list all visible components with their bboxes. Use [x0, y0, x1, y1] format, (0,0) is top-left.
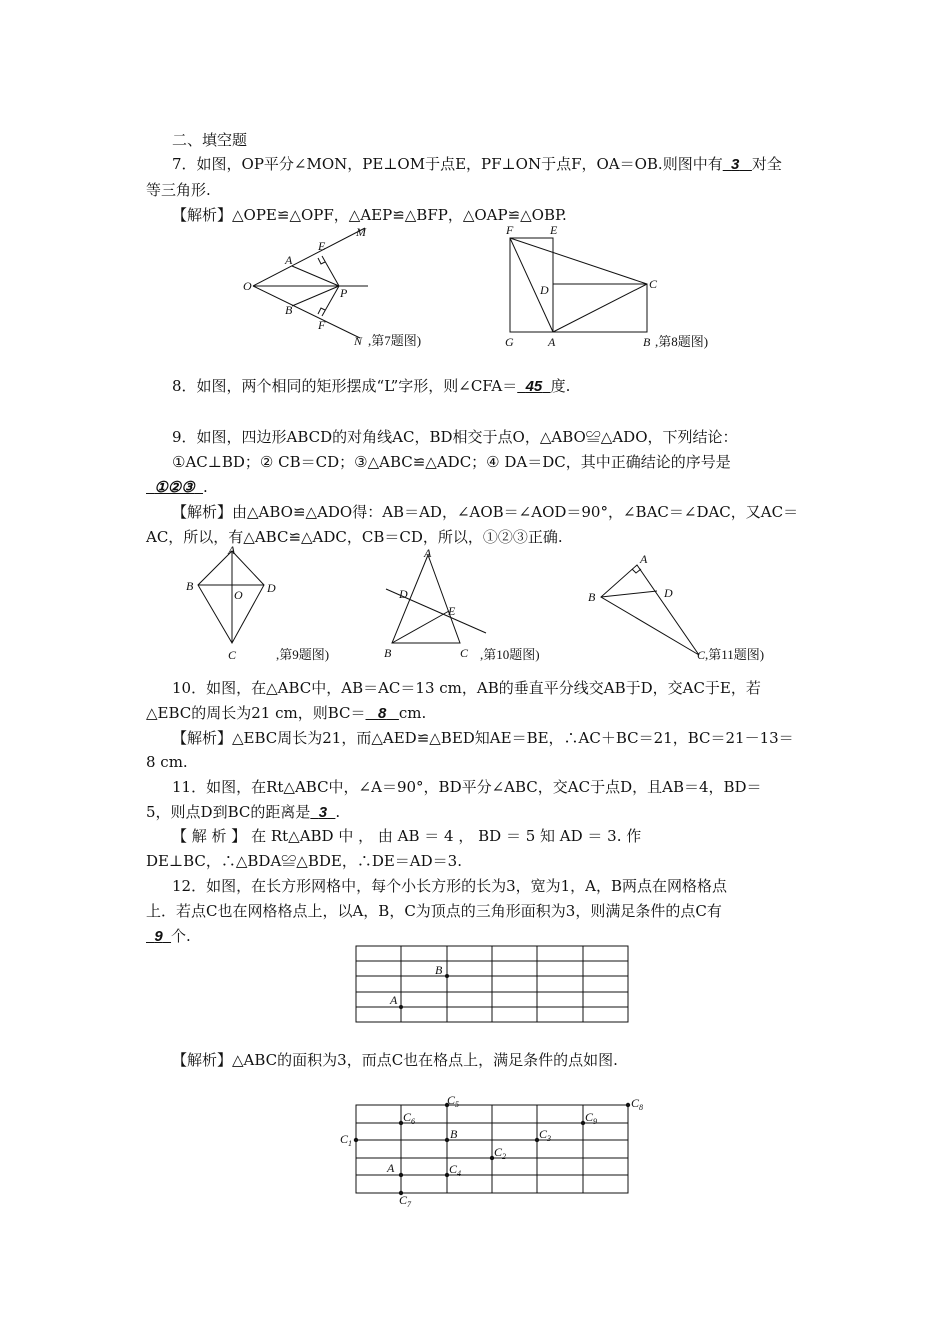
fig12b-point-C1 [354, 1138, 358, 1142]
fig12b-point-B [445, 1138, 449, 1142]
fig12b-point-A [399, 1173, 403, 1177]
fig7-label-A: A [285, 253, 293, 267]
fig7-label-E: E [318, 239, 326, 253]
q9-answer: ①②③ [154, 479, 195, 496]
q10-analysis-line2: 8 cm. [146, 753, 188, 771]
q11-stem-tail: . [335, 803, 341, 821]
fig9-label-B: B [186, 579, 194, 593]
fig12b-label-C9: $C_9$ [585, 1110, 598, 1126]
q7-stem-text: 7．如图，OP平分∠MON，PE⊥OM于点E，PF⊥ON于点F，OA＝OB.则图中有 [172, 155, 723, 173]
fig10-label-C: C [460, 646, 469, 660]
fig7-label-F: F [318, 318, 326, 332]
q8-answer-blank [517, 378, 550, 395]
figure-11 [585, 545, 835, 667]
fig12b-label-C5: $C_5$ [447, 1093, 460, 1109]
fig12a-label-A: A [390, 993, 398, 1007]
q12-answer-blank [146, 928, 171, 945]
q10-stem-text: △EBC的周长为21 cm，则BC＝ [146, 704, 366, 722]
fig7-label-N: N [354, 334, 363, 348]
fig10-label-E: E [448, 604, 456, 618]
fig12b-point-C8 [626, 1103, 630, 1107]
q10-analysis: 【解析】△EBC周长为21，而△AED≌△BED知AE＝BE，∴AC＋BC＝21，BC＝21－13＝ [172, 729, 794, 747]
fig11-label-A: A [640, 552, 648, 566]
fig11-label-C: C [697, 648, 706, 662]
figure-8 [500, 222, 780, 352]
fig8-label-F: F [506, 223, 514, 237]
q10-stem-tail: cm. [398, 704, 427, 722]
fig8-label-B: B [643, 335, 651, 349]
fig7-label-M: M [356, 225, 366, 239]
q12-stem-line2: 上．若点C也在网格格点上，以A，B，C为顶点的三角形面积为3，则满足条件的点C有 [146, 902, 722, 920]
q11-stem-text: 5，则点D到BC的距离是 [146, 803, 311, 821]
figure-7 [235, 222, 465, 352]
fig12b-label-C6: $C_6$ [403, 1110, 416, 1126]
q11-analysis-line2: DE⊥BC，∴△BDA≌△BDE，∴DE＝AD＝3. [146, 852, 462, 870]
q10-stem-line2 [146, 703, 426, 724]
fig11-label-D: D [664, 586, 673, 600]
q7-answer: 3 [731, 156, 740, 173]
fig10-label-A: A [424, 546, 432, 560]
figure-9 [180, 545, 370, 667]
fig9-caption: ,第9题图) [276, 647, 330, 662]
fig12a-point-A [399, 1005, 403, 1009]
fig7-label-O: O [243, 279, 252, 293]
fig8-label-C: C [649, 277, 658, 291]
fig8-label-E: E [550, 223, 558, 237]
q12-answer-line [146, 926, 191, 947]
fig7-caption: ,第7题图) [368, 333, 422, 348]
fig11-caption: ,第11题图) [705, 647, 765, 662]
q11-stem-line2 [146, 802, 340, 823]
section-title: 二、填空题 [172, 131, 248, 149]
q10-answer-blank [366, 705, 399, 722]
q11-answer-blank [310, 804, 335, 821]
fig10-label-D: D [399, 587, 408, 601]
q7-stem-tail: 对全 [751, 155, 782, 173]
fig12b-label-C8: $C_8$ [631, 1096, 644, 1112]
q12-analysis: 【解析】△ABC的面积为3，而点C也在格点上，满足条件的点如图. [172, 1051, 618, 1069]
figure-12-solution [330, 1090, 660, 1210]
q8-stem [172, 376, 570, 397]
fig12a-point-B [445, 974, 449, 978]
fig8-label-A: A [548, 335, 556, 349]
fig12b-label-C3: $C_3$ [539, 1127, 552, 1143]
q10-answer: 8 [378, 705, 387, 722]
fig7-label-B: B [285, 303, 293, 317]
q7-answer-blank [723, 156, 752, 173]
fig12a-label-B: B [435, 963, 443, 977]
q9-stem: 9．如图，四边形ABCD的对角线AC，BD相交于点O，△ABO≌△ADO，下列结论： [172, 428, 738, 446]
q12-stem: 12．如图，在长方形网格中，每个小长方形的长为3，宽为1，A，B两点在网格格点 [172, 877, 728, 895]
figure-12-grid [350, 940, 640, 1030]
q11-answer: 3 [318, 804, 328, 821]
fig12b-label-C4: $C_4$ [449, 1162, 462, 1178]
q10-stem: 10．如图，在△ABC中，AB＝AC＝13 cm，AB的垂直平分线交AB于D，交AC于E，若 [172, 679, 761, 697]
fig9-label-O: O [234, 588, 243, 602]
fig7-label-P: P [340, 286, 348, 300]
fig12b-label-C7: $C_7$ [399, 1193, 412, 1209]
fig12b-label-A: A [387, 1161, 395, 1175]
q7-analysis: 【解析】△OPE≌△OPF，△AEP≌△BFP，△OAP≌△OBP. [172, 206, 567, 224]
fig9-label-D: D [267, 581, 276, 595]
q9-answer-line: ①②③ . [146, 477, 208, 498]
q12-stem-tail: 个. [171, 927, 191, 945]
q9-analysis: 【解析】由△ABO≌△ADO得：AB＝AD，∠AOB＝∠AOD＝90°，∠BAC＝∠DAC，又AC＝ [172, 503, 799, 521]
q11-stem: 11．如图，在Rt△ABC中，∠A＝90°，BD平分∠ABC，交AC于点D，且AB＝4，BD＝ [172, 778, 762, 796]
fig9-label-C: C [228, 648, 237, 662]
fig10-caption: ,第10题图) [480, 647, 540, 662]
q8-stem-text: 8．如图，两个相同的矩形摆成“L”字形，则∠CFA＝ [172, 377, 518, 395]
q9-answer-blank [146, 479, 203, 496]
q12-answer: 9 [154, 928, 163, 945]
q11-analysis: 【 解 析 】 在 Rt△ABD 中 ， 由 AB ＝ 4 ， BD ＝ 5 知 AD ＝ 3. 作 [172, 827, 642, 845]
q9-stem-line2: ①AC⊥BD；② CB＝CD；③△ABC≌△ADC；④ DA＝DC，其中正确结论的序号是 [172, 453, 731, 471]
fig10-label-B: B [384, 646, 392, 660]
q7-stem-line2: 等三角形. [146, 181, 211, 199]
fig12b-label-B: B [450, 1127, 458, 1141]
fig12b-label-C1: $C_1$ [340, 1132, 353, 1148]
figure-10 [378, 545, 578, 667]
fig12b-label-C2: $C_2$ [494, 1145, 507, 1161]
fig8-caption: ,第8题图) [655, 334, 709, 349]
q7-stem [172, 154, 782, 175]
fig8-label-G: G [505, 335, 514, 349]
fig8-label-D: D [540, 283, 549, 297]
fig11-label-B: B [588, 590, 596, 604]
fig9-label-A: A [228, 545, 236, 557]
q8-stem-tail: 度. [550, 377, 571, 395]
q8-answer: 45 [525, 378, 543, 395]
q9-analysis-line2: AC，所以，有△ABC≌△ADC，CB＝CD，所以，①②③正确. [146, 528, 563, 546]
